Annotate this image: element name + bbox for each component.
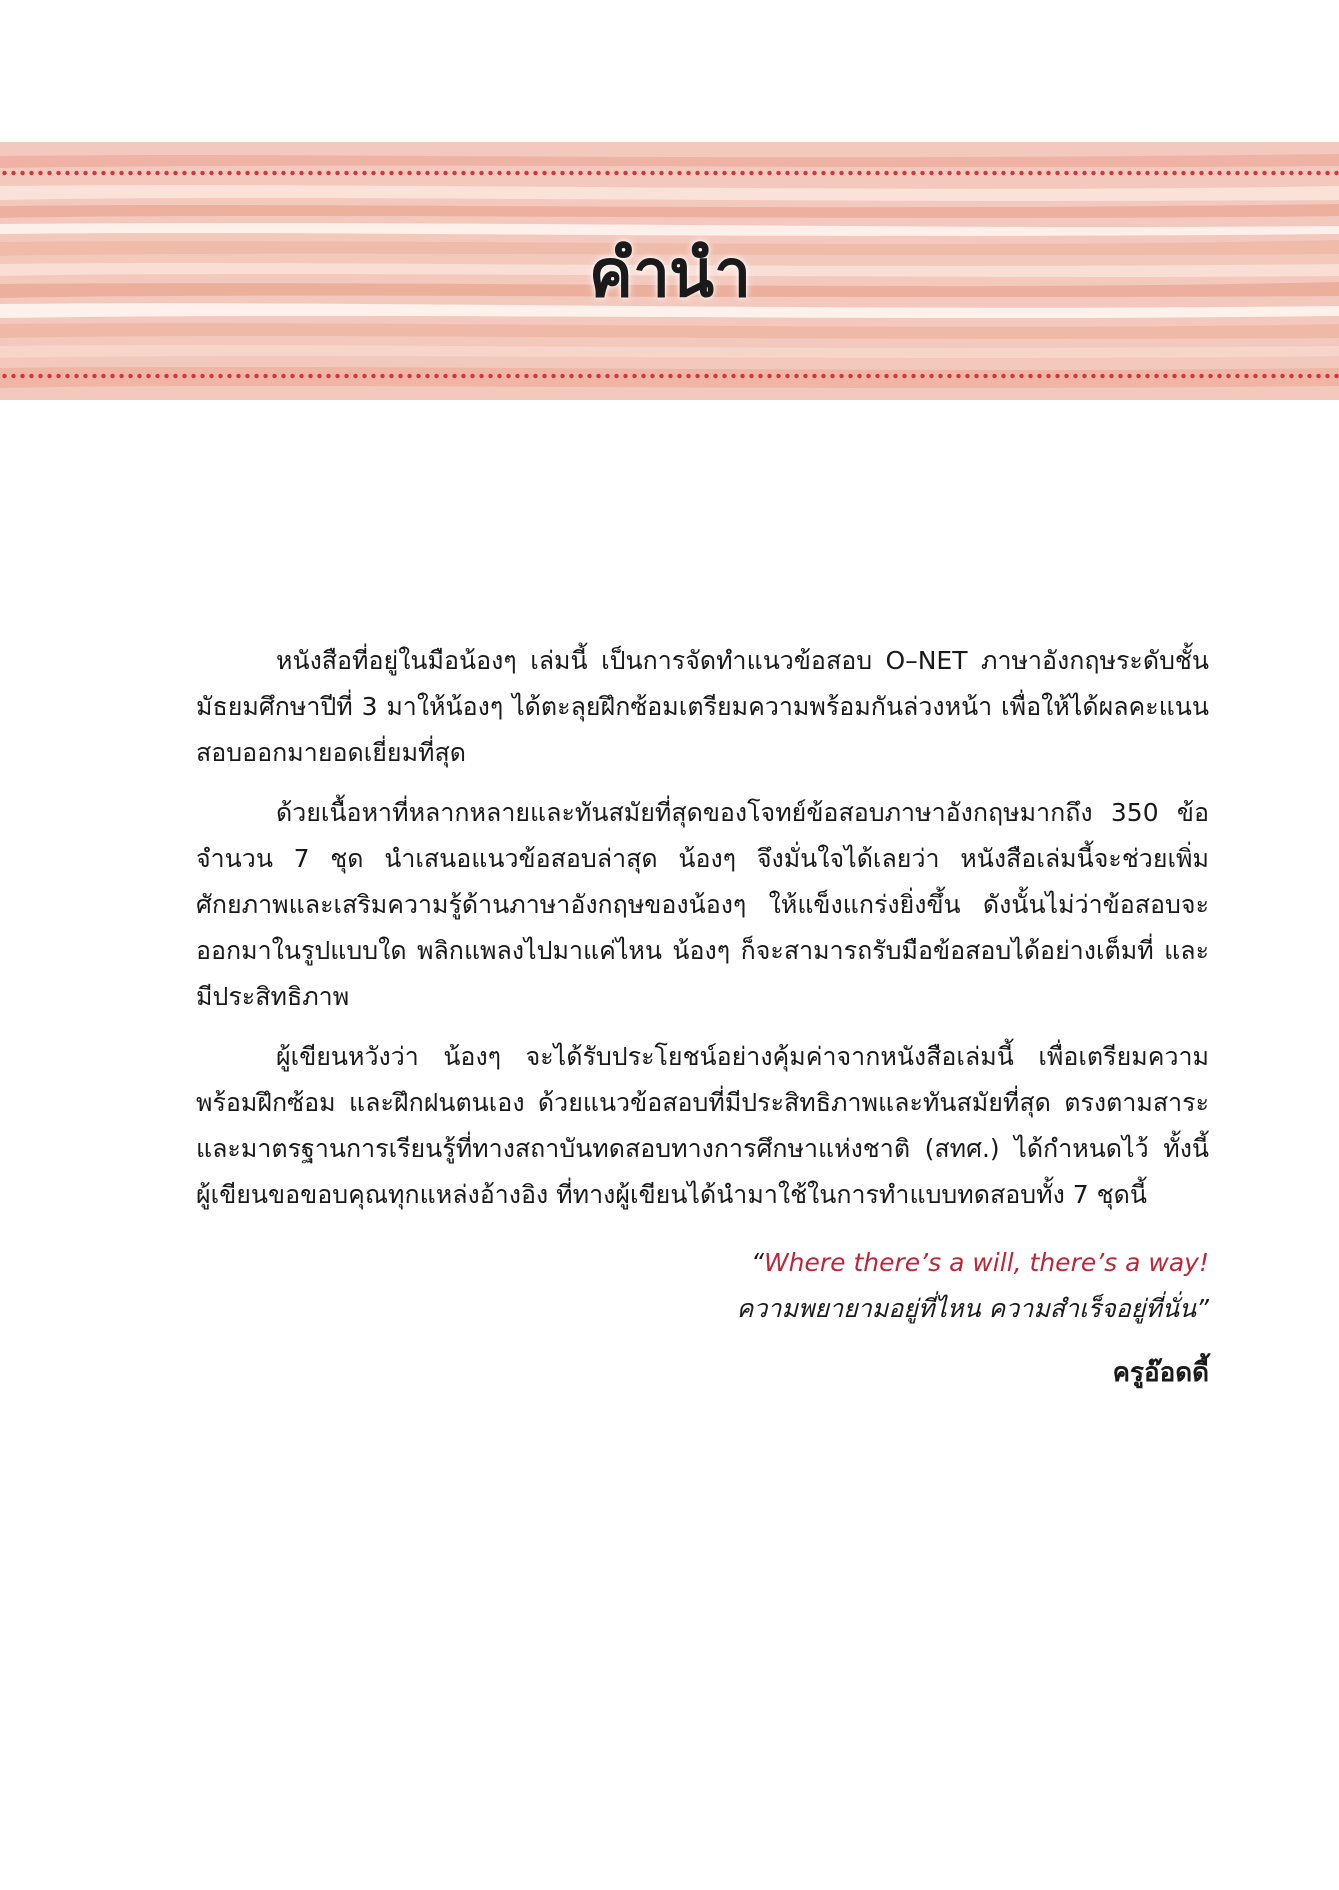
paragraph-2: ด้วยเนื้อหาที่หลากหลายและทันสมัยที่สุดของโจทย์ข้อสอบภาษาอังกฤษมากถึง 350 ข้อ จำนวน 7 ชุด นำเสนอแนวข้อสอบล่าสุด น้องๆ จึงมั่นใจได้เลยว่า หนังสือเล่มนี้จะช่วยเพิ่มศักยภาพและเสริมความรู้ด้านภาษาอังกฤษของน้องๆ ให้แข็งแกร่งยิ่งขึ้น ดังนั้นไม่ว่าข้อสอบจะออกมาในรูปแบบใด พลิกแพลงไปมาแค่ไหน น้องๆ ก็จะสามารถรับมือข้อสอบได้อย่างเต็มที่ และมีประสิทธิภาพ [196,798,1209,1011]
closing-quote [737,1240,1209,1332]
paragraph-3: ผู้เขียนหวังว่า น้องๆ จะได้รับประโยชน์อย่างคุ้มค่าจากหนังสือเล่มนี้ เพื่อเตรียมความพร้อมฝึกซ้อม และฝึกฝนตนเอง ด้วยแนวข้อสอบที่มีประสิทธิภาพและทันสมัยที่สุด ตรงตามสาระและมาตรฐานการเรียนรู้ที่ทางสถาบันทดสอบทางการศึกษาแห่งชาติ (สทศ.) ได้กำหนดไว้ ทั้งนี้ ผู้เขียนขอขอบคุณทุกแหล่งอ้างอิง ที่ทางผู้เขียนได้นำมาใช้ในการทำแบบทดสอบทั้ง 7 ชุดนี้ [196,1042,1209,1209]
dotted-border-bottom [0,373,1339,379]
author-signature: ครูอ๊อดดี้ [1112,1358,1209,1388]
page-title: คำนำ [588,235,751,312]
quote-open-mark: “ [750,1248,764,1277]
quote-english [737,1240,1209,1286]
header-banner [0,142,1339,400]
paragraph-1: หนังสือที่อยู่ในมือน้องๆ เล่มนี้ เป็นการจัดทำแนวข้อสอบ O–NET ภาษาอังกฤษระดับชั้นมัธยมศึกษาปีที่ 3 มาให้น้องๆ ได้ตะลุยฝึกซ้อมเตรียมความพร้อมกันล่วงหน้า เพื่อให้ได้ผลคะแนนสอบออกมายอดเยี่ยมที่สุด [196,646,1209,767]
dotted-border-top [0,170,1339,176]
quote-english-text: Where there’s a will, there’s a way! [763,1248,1209,1277]
quote-thai: ความพยายามอยู่ที่ไหน ความสำเร็จอยู่ที่นั่น” [736,1294,1209,1323]
preface-body [196,638,1209,1232]
